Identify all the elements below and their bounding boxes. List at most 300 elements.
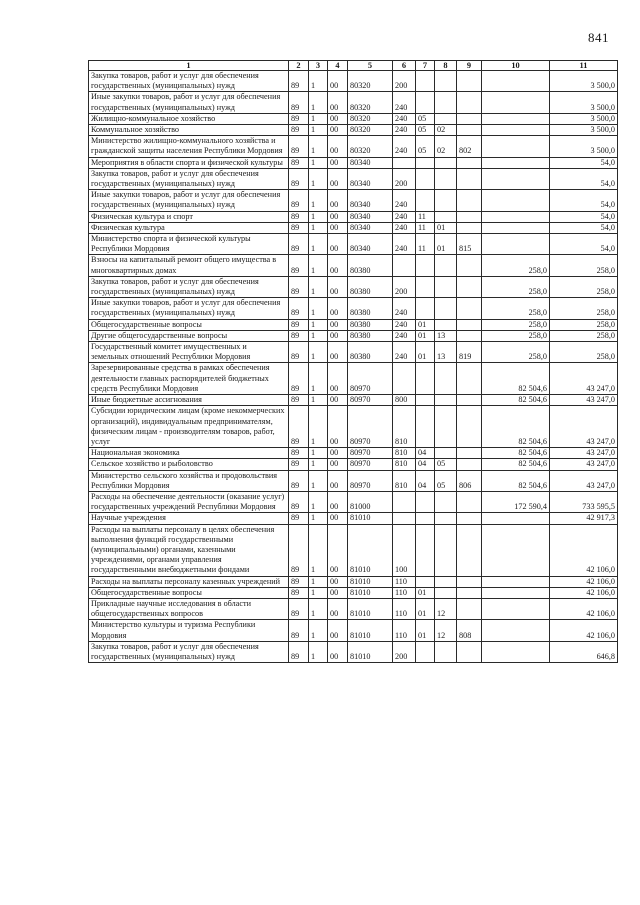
row-name-cell: Иные закупки товаров, работ и услуг для обеспечения государственных (муниципальных) нужд: [89, 298, 289, 319]
row-name-cell: Коммунальное хозяйство: [89, 125, 289, 136]
code-cell: 1: [309, 524, 328, 576]
budget-code-cell: 89: [289, 113, 309, 124]
amount-cell: 258,0: [482, 330, 550, 341]
amount-cell: [482, 513, 550, 524]
row-name-cell: Государственный комитет имущественных и земельных отношений Республики Мордовия: [89, 342, 289, 363]
code-cell: 1: [309, 255, 328, 276]
expense-type-cell: 240: [393, 125, 416, 136]
code-cell: 1: [309, 470, 328, 491]
column-header: 6: [393, 61, 416, 71]
code-cell: 1: [309, 641, 328, 662]
amount-cell: 43 247,0: [550, 406, 618, 448]
target-article-cell: 80340: [348, 157, 393, 168]
column-header: 4: [328, 61, 348, 71]
section-cell: [416, 491, 435, 512]
table-row: [89, 136, 618, 157]
ministry-code-cell: [457, 448, 482, 459]
subsection-cell: [435, 587, 457, 598]
amount-cell: 42 917,3: [550, 513, 618, 524]
ministry-code-cell: [457, 459, 482, 470]
section-cell: [416, 92, 435, 113]
code-cell: 1: [309, 395, 328, 406]
ministry-code-cell: [457, 190, 482, 211]
table-row: [89, 524, 618, 576]
amount-cell: 42 106,0: [550, 587, 618, 598]
ministry-code-cell: [457, 92, 482, 113]
section-cell: 01: [416, 319, 435, 330]
amount-cell: [482, 71, 550, 92]
amount-cell: 82 504,6: [482, 448, 550, 459]
code-cell: 00: [328, 395, 348, 406]
row-name-cell: Прикладные научные исследования в области общегосударственных вопросов: [89, 598, 289, 619]
column-header: 3: [309, 61, 328, 71]
code-cell: 00: [328, 448, 348, 459]
row-name-cell: Иные закупки товаров, работ и услуг для обеспечения государственных (муниципальных) нужд: [89, 92, 289, 113]
expense-type-cell: 240: [393, 319, 416, 330]
ministry-code-cell: [457, 211, 482, 222]
amount-cell: [482, 92, 550, 113]
budget-code-cell: 89: [289, 598, 309, 619]
code-cell: 00: [328, 363, 348, 395]
code-cell: 00: [328, 342, 348, 363]
subsection-cell: 01: [435, 234, 457, 255]
subsection-cell: [435, 524, 457, 576]
ministry-code-cell: [457, 113, 482, 124]
code-cell: 1: [309, 276, 328, 297]
table-row: [89, 576, 618, 587]
ministry-code-cell: [457, 319, 482, 330]
ministry-code-cell: [457, 125, 482, 136]
subsection-cell: 12: [435, 620, 457, 641]
target-article-cell: 80320: [348, 71, 393, 92]
amount-cell: 258,0: [482, 319, 550, 330]
section-cell: [416, 71, 435, 92]
budget-code-cell: 89: [289, 620, 309, 641]
row-name-cell: Субсидии юридическим лицам (кроме некоммерческих организаций), индивидуальным предпринимателям, физическим лицам - производителям товаров, работ, услуг: [89, 406, 289, 448]
section-cell: 05: [416, 113, 435, 124]
code-cell: 00: [328, 576, 348, 587]
code-cell: 1: [309, 598, 328, 619]
expense-type-cell: 110: [393, 598, 416, 619]
amount-cell: 258,0: [550, 298, 618, 319]
expense-type-cell: 110: [393, 587, 416, 598]
budget-code-cell: 89: [289, 448, 309, 459]
code-cell: 1: [309, 491, 328, 512]
row-name-cell: Зарезервированные средства в рамках обеспечения деятельности главных распорядителей бюджетных средств Республики Мордовия: [89, 363, 289, 395]
expense-type-cell: 200: [393, 71, 416, 92]
expense-type-cell: 240: [393, 113, 416, 124]
budget-code-cell: 89: [289, 342, 309, 363]
code-cell: 00: [328, 211, 348, 222]
ministry-code-cell: [457, 395, 482, 406]
column-header: 7: [416, 61, 435, 71]
code-cell: 1: [309, 319, 328, 330]
code-cell: 1: [309, 448, 328, 459]
target-article-cell: 80970: [348, 470, 393, 491]
ministry-code-cell: [457, 330, 482, 341]
amount-cell: 82 504,6: [482, 470, 550, 491]
expense-type-cell: 810: [393, 406, 416, 448]
column-header: 1: [89, 61, 289, 71]
column-header: 10: [482, 61, 550, 71]
code-cell: 00: [328, 125, 348, 136]
row-name-cell: Министерство сельского хозяйства и продовольствия Республики Мордовия: [89, 470, 289, 491]
header-row: [89, 61, 618, 71]
amount-cell: [482, 576, 550, 587]
expense-type-cell: 200: [393, 641, 416, 662]
code-cell: 1: [309, 513, 328, 524]
amount-cell: 54,0: [550, 190, 618, 211]
budget-code-cell: 89: [289, 71, 309, 92]
code-cell: 1: [309, 298, 328, 319]
target-article-cell: 81010: [348, 598, 393, 619]
amount-cell: 258,0: [482, 255, 550, 276]
amount-cell: 42 106,0: [550, 620, 618, 641]
code-cell: 1: [309, 363, 328, 395]
code-cell: 1: [309, 330, 328, 341]
expense-type-cell: 200: [393, 168, 416, 189]
budget-code-cell: 89: [289, 136, 309, 157]
section-cell: [416, 524, 435, 576]
target-article-cell: 80970: [348, 448, 393, 459]
budget-code-cell: 89: [289, 395, 309, 406]
amount-cell: [482, 136, 550, 157]
amount-cell: 43 247,0: [550, 448, 618, 459]
subsection-cell: 13: [435, 330, 457, 341]
table-row: [89, 255, 618, 276]
row-name-cell: Другие общегосударственные вопросы: [89, 330, 289, 341]
amount-cell: 258,0: [550, 342, 618, 363]
code-cell: 1: [309, 113, 328, 124]
amount-cell: [482, 620, 550, 641]
table-row: [89, 587, 618, 598]
amount-cell: [482, 125, 550, 136]
amount-cell: 258,0: [550, 276, 618, 297]
subsection-cell: [435, 211, 457, 222]
amount-cell: [482, 222, 550, 233]
subsection-cell: [435, 576, 457, 587]
table-row: [89, 513, 618, 524]
expense-type-cell: 200: [393, 276, 416, 297]
target-article-cell: 80970: [348, 395, 393, 406]
expense-type-cell: 240: [393, 342, 416, 363]
code-cell: 1: [309, 576, 328, 587]
target-article-cell: 80380: [348, 298, 393, 319]
column-header: 9: [457, 61, 482, 71]
code-cell: 00: [328, 157, 348, 168]
code-cell: 00: [328, 136, 348, 157]
section-cell: [416, 576, 435, 587]
row-name-cell: Иные бюджетные ассигнования: [89, 395, 289, 406]
row-name-cell: Закупка товаров, работ и услуг для обеспечения государственных (муниципальных) нужд: [89, 168, 289, 189]
subsection-cell: [435, 406, 457, 448]
subsection-cell: [435, 168, 457, 189]
budget-code-cell: 89: [289, 587, 309, 598]
code-cell: 1: [309, 92, 328, 113]
code-cell: 00: [328, 234, 348, 255]
target-article-cell: 80340: [348, 211, 393, 222]
amount-cell: 43 247,0: [550, 395, 618, 406]
table-row: [89, 190, 618, 211]
budget-code-cell: 89: [289, 255, 309, 276]
budget-code-cell: 89: [289, 363, 309, 395]
expense-type-cell: [393, 363, 416, 395]
budget-code-cell: 89: [289, 298, 309, 319]
subsection-cell: [435, 190, 457, 211]
budget-code-cell: 89: [289, 524, 309, 576]
target-article-cell: 81010: [348, 587, 393, 598]
section-cell: 11: [416, 234, 435, 255]
subsection-cell: 05: [435, 470, 457, 491]
table-row: [89, 157, 618, 168]
code-cell: 1: [309, 587, 328, 598]
section-cell: 04: [416, 470, 435, 491]
budget-code-cell: 89: [289, 641, 309, 662]
subsection-cell: [435, 363, 457, 395]
expense-type-cell: 240: [393, 222, 416, 233]
amount-cell: 42 106,0: [550, 576, 618, 587]
subsection-cell: [435, 491, 457, 512]
target-article-cell: 80340: [348, 190, 393, 211]
code-cell: 1: [309, 406, 328, 448]
table-row: [89, 470, 618, 491]
table-row: [89, 168, 618, 189]
ministry-code-cell: [457, 157, 482, 168]
budget-code-cell: 89: [289, 222, 309, 233]
page-number: 841: [588, 30, 609, 45]
subsection-cell: [435, 276, 457, 297]
budget-code-cell: 89: [289, 190, 309, 211]
ministry-code-cell: [457, 513, 482, 524]
target-article-cell: 80970: [348, 363, 393, 395]
ministry-code-cell: 819: [457, 342, 482, 363]
code-cell: 1: [309, 71, 328, 92]
table-row: [89, 459, 618, 470]
code-cell: 00: [328, 620, 348, 641]
ministry-code-cell: [457, 222, 482, 233]
row-name-cell: Закупка товаров, работ и услуг для обеспечения государственных (муниципальных) нужд: [89, 71, 289, 92]
expense-type-cell: [393, 491, 416, 512]
row-name-cell: Мероприятия в области спорта и физической культуры: [89, 157, 289, 168]
expense-type-cell: 110: [393, 620, 416, 641]
code-cell: 00: [328, 470, 348, 491]
budget-code-cell: 89: [289, 406, 309, 448]
budget-code-cell: 89: [289, 459, 309, 470]
code-cell: 00: [328, 255, 348, 276]
section-cell: [416, 168, 435, 189]
amount-cell: [482, 587, 550, 598]
amount-cell: 172 590,4: [482, 491, 550, 512]
amount-cell: 3 500,0: [550, 71, 618, 92]
table-row: [89, 319, 618, 330]
section-cell: 11: [416, 222, 435, 233]
row-name-cell: Национальная экономика: [89, 448, 289, 459]
amount-cell: 733 595,5: [550, 491, 618, 512]
expense-type-cell: 800: [393, 395, 416, 406]
ministry-code-cell: [457, 298, 482, 319]
amount-cell: 43 247,0: [550, 470, 618, 491]
section-cell: 01: [416, 598, 435, 619]
ministry-code-cell: [457, 587, 482, 598]
subsection-cell: [435, 448, 457, 459]
table-row: [89, 641, 618, 662]
code-cell: 00: [328, 598, 348, 619]
expense-type-cell: 110: [393, 576, 416, 587]
section-cell: [416, 255, 435, 276]
amount-cell: [482, 524, 550, 576]
section-cell: [416, 395, 435, 406]
ministry-code-cell: [457, 168, 482, 189]
expense-type-cell: 240: [393, 92, 416, 113]
ministry-code-cell: [457, 524, 482, 576]
ministry-code-cell: [457, 491, 482, 512]
target-article-cell: 80340: [348, 168, 393, 189]
expense-type-cell: 100: [393, 524, 416, 576]
amount-cell: 258,0: [482, 276, 550, 297]
code-cell: 00: [328, 276, 348, 297]
column-header: 5: [348, 61, 393, 71]
table-row: [89, 620, 618, 641]
expense-type-cell: 240: [393, 298, 416, 319]
subsection-cell: 02: [435, 136, 457, 157]
subsection-cell: [435, 513, 457, 524]
amount-cell: 258,0: [550, 330, 618, 341]
code-cell: 00: [328, 298, 348, 319]
amount-cell: 258,0: [550, 255, 618, 276]
code-cell: 00: [328, 92, 348, 113]
amount-cell: 258,0: [550, 319, 618, 330]
amount-cell: [482, 234, 550, 255]
column-header: 8: [435, 61, 457, 71]
row-name-cell: Общегосударственные вопросы: [89, 319, 289, 330]
section-cell: [416, 641, 435, 662]
amount-cell: 42 106,0: [550, 524, 618, 576]
expense-type-cell: 240: [393, 330, 416, 341]
target-article-cell: 81010: [348, 641, 393, 662]
amount-cell: 82 504,6: [482, 406, 550, 448]
ministry-code-cell: [457, 641, 482, 662]
row-name-cell: Министерство жилищно-коммунального хозяйства и гражданской защиты населения Республики Мордовия: [89, 136, 289, 157]
section-cell: 04: [416, 448, 435, 459]
subsection-cell: [435, 319, 457, 330]
section-cell: [416, 513, 435, 524]
expense-type-cell: 240: [393, 211, 416, 222]
column-header: 2: [289, 61, 309, 71]
section-cell: 01: [416, 330, 435, 341]
amount-cell: 54,0: [550, 234, 618, 255]
budget-code-cell: 89: [289, 92, 309, 113]
table-row: [89, 276, 618, 297]
table-row: [89, 330, 618, 341]
target-article-cell: 80380: [348, 255, 393, 276]
amount-cell: [482, 211, 550, 222]
budget-code-cell: 89: [289, 491, 309, 512]
code-cell: 1: [309, 620, 328, 641]
row-name-cell: Расходы на обеспечение деятельности (оказание услуг) государственных учреждений Республики Мордовия: [89, 491, 289, 512]
row-name-cell: Иные закупки товаров, работ и услуг для обеспечения государственных (муниципальных) нужд: [89, 190, 289, 211]
budget-code-cell: 89: [289, 168, 309, 189]
amount-cell: [482, 157, 550, 168]
section-cell: 05: [416, 136, 435, 157]
code-cell: 00: [328, 222, 348, 233]
section-cell: 01: [416, 587, 435, 598]
amount-cell: 54,0: [550, 211, 618, 222]
code-cell: 1: [309, 190, 328, 211]
amount-cell: [482, 641, 550, 662]
target-article-cell: 80320: [348, 136, 393, 157]
row-name-cell: Закупка товаров, работ и услуг для обеспечения государственных (муниципальных) нужд: [89, 276, 289, 297]
target-article-cell: 80970: [348, 459, 393, 470]
target-article-cell: 80380: [348, 319, 393, 330]
target-article-cell: 81010: [348, 513, 393, 524]
code-cell: 00: [328, 491, 348, 512]
code-cell: 1: [309, 459, 328, 470]
amount-cell: 54,0: [550, 157, 618, 168]
target-article-cell: 80380: [348, 276, 393, 297]
section-cell: 01: [416, 620, 435, 641]
expense-type-cell: 810: [393, 470, 416, 491]
budget-code-cell: 89: [289, 470, 309, 491]
row-name-cell: Министерство культуры и туризма Республики Мордовия: [89, 620, 289, 641]
budget-code-cell: 89: [289, 276, 309, 297]
amount-cell: [482, 113, 550, 124]
subsection-cell: [435, 255, 457, 276]
row-name-cell: Жилищно-коммунальное хозяйство: [89, 113, 289, 124]
row-name-cell: Расходы на выплаты персоналу казенных учреждений: [89, 576, 289, 587]
subsection-cell: [435, 298, 457, 319]
subsection-cell: 02: [435, 125, 457, 136]
budget-code-cell: 89: [289, 513, 309, 524]
budget-code-cell: 89: [289, 211, 309, 222]
table-row: [89, 211, 618, 222]
ministry-code-cell: [457, 71, 482, 92]
target-article-cell: 80380: [348, 342, 393, 363]
code-cell: 00: [328, 113, 348, 124]
table-row: [89, 298, 618, 319]
ministry-code-cell: [457, 363, 482, 395]
row-name-cell: Взносы на капитальный ремонт общего имущества в многоквартирных домах: [89, 255, 289, 276]
target-article-cell: 81010: [348, 524, 393, 576]
section-cell: 04: [416, 459, 435, 470]
amount-cell: 3 500,0: [550, 92, 618, 113]
target-article-cell: 80340: [348, 222, 393, 233]
code-cell: 00: [328, 641, 348, 662]
section-cell: [416, 276, 435, 297]
amount-cell: 42 106,0: [550, 598, 618, 619]
ministry-code-cell: [457, 255, 482, 276]
code-cell: 1: [309, 125, 328, 136]
expense-type-cell: [393, 513, 416, 524]
code-cell: 1: [309, 211, 328, 222]
amount-cell: [482, 598, 550, 619]
expense-type-cell: 240: [393, 190, 416, 211]
expense-type-cell: [393, 157, 416, 168]
section-cell: [416, 298, 435, 319]
amount-cell: 82 504,6: [482, 395, 550, 406]
code-cell: 1: [309, 136, 328, 157]
section-cell: [416, 406, 435, 448]
amount-cell: 3 500,0: [550, 136, 618, 157]
row-name-cell: Физическая культура и спорт: [89, 211, 289, 222]
subsection-cell: 01: [435, 222, 457, 233]
amount-cell: 43 247,0: [550, 363, 618, 395]
row-name-cell: Научные учреждения: [89, 513, 289, 524]
subsection-cell: [435, 92, 457, 113]
expense-type-cell: 240: [393, 234, 416, 255]
table-row: [89, 491, 618, 512]
target-article-cell: 80320: [348, 113, 393, 124]
subsection-cell: [435, 113, 457, 124]
